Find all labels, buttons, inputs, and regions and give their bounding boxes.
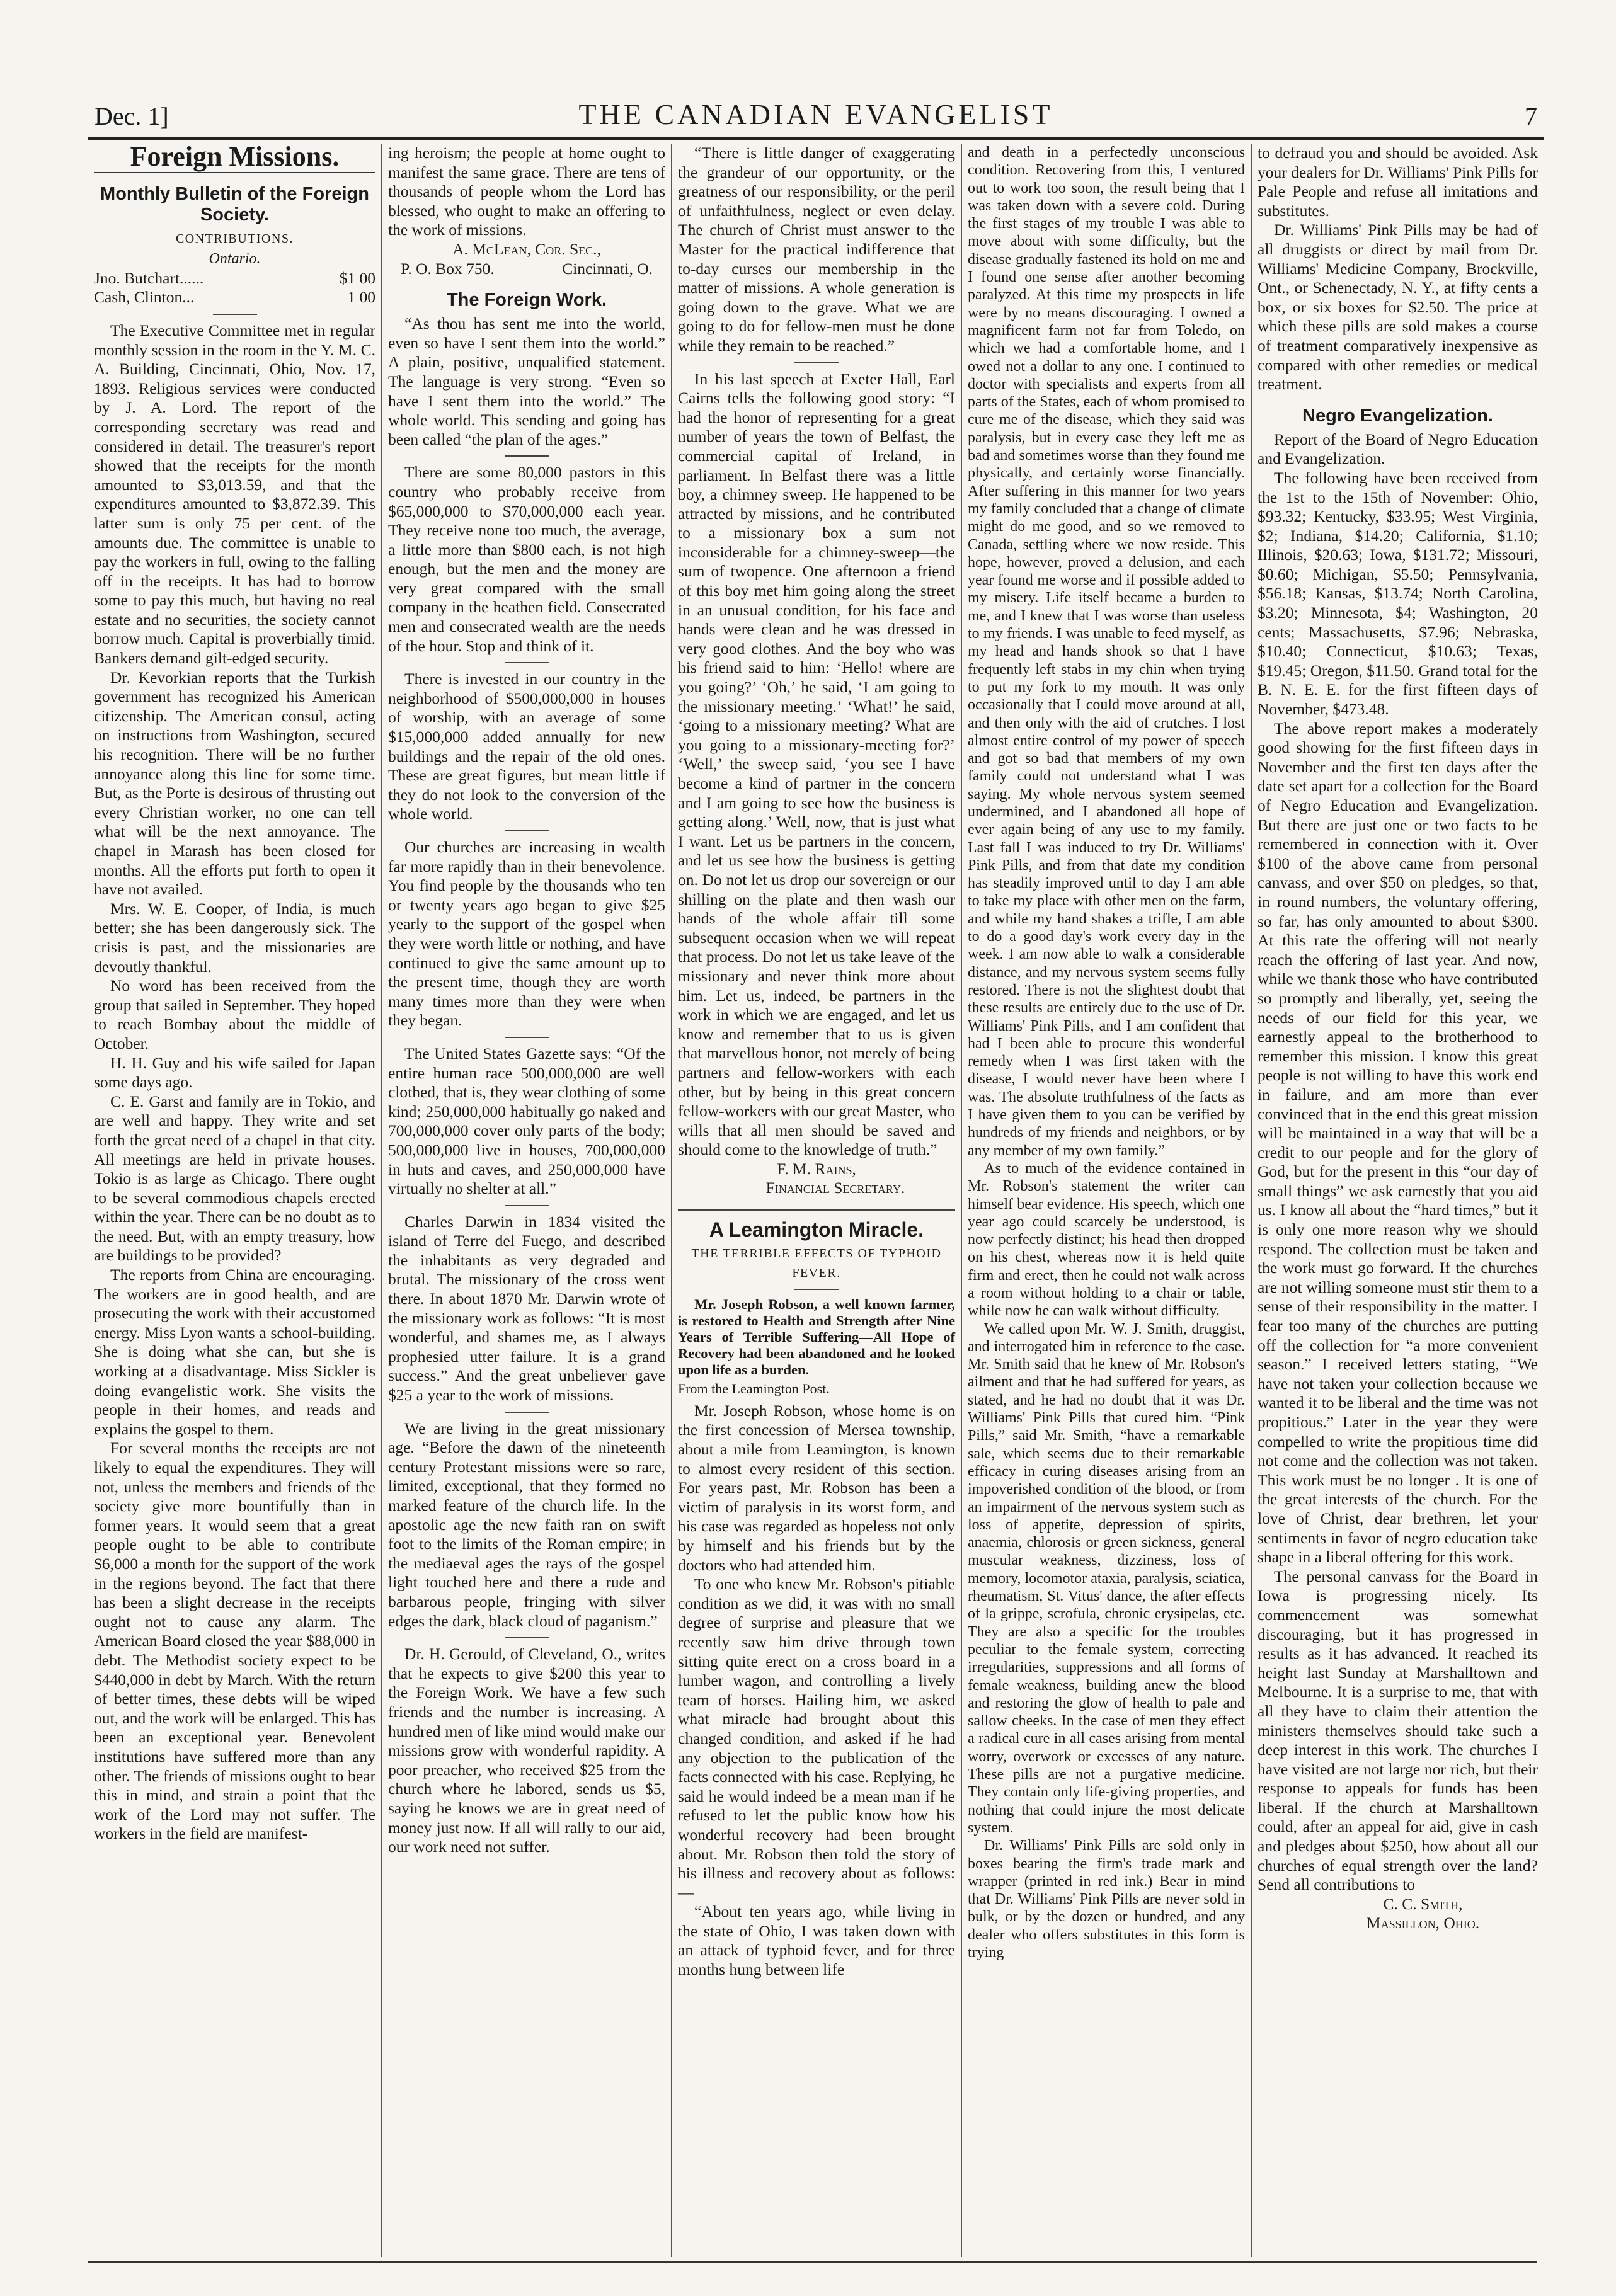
separator [213,314,257,315]
article-heading: The Foreign Work. [446,290,607,311]
contributions-label: CONTRIBUTIONS. [175,231,294,246]
paragraph: Dr. Kevorkian reports that the Turkish government has recognized his American citizenship. The American consul, acting on instructions from Washington, secured his recognition. There will be no further annoyance along this line for some time. But, as the Porte is desirous of thrusting out every Christian worker, no one can tell what will be the next annoyance. The chapel in Marash has been closed for months. All the efforts put forth to open it have not availed. [94,668,375,899]
contribution-row [94,269,375,288]
signature-title: Financial Secretary. [765,1179,905,1197]
paragraph: Mrs. W. E. Cooper, of India, is much better; she has been dangerously sick. The crisis is past, and the missionaries are devoutly thankful. [94,899,375,976]
paragraph: The personal canvass for the Board in Iowa is progressing nicely. Its commencement was somewhat discouraging, but it has progressed in results as it has advanced. It reached its height last Sunday at Marshalltown and Melbourne. It is a surprise to me, that with all they have to claim their attention the ministers themselves should take such a deep interest in this work. The churches I have visited are not large nor rich, but their response to appeals for funds has been liberal. If the church at Marshalltown could, after an appeal for aid, give in cash and pledges about $250, how about all our churches of equal strength over the land? Send all contributions to [1258,1567,1538,1894]
signature-name: C. C. Smith, [1383,1894,1463,1913]
article-lead: Mr. Joseph Robson, a well known farmer, is restored to Health and Strength after Nine Years of Terrible Suffering—All Hope of Recovery had been abandoned and he looked upon life as a burden. [678,1296,955,1378]
paragraph: Mr. Joseph Robson, whose home is on the first concession of Mersea township, about a mile from Leamington, is known to almost every resident of this section. For years past, Mr. Robson has been a victim of paralysis in its worst form, and his case was regarded as hopeless not only by himself and his friends but by the doctors who had attended him. [678,1401,955,1574]
column-5 [1251,144,1544,2257]
article-subheading: THE TERRIBLE EFFECTS OF TYPHOID FEVER. [691,1247,942,1280]
paragraph: The Executive Committee met in regular monthly session in the room in the Y. M. C. A. Building, Cincinnati, Ohio, Nov. 17, 1893. Religious services were conducted by J. A. Lord. The report of the corresponding secretary was read and considered in detail. The treasurer's report showed that the receipts for the month amounted to $3,013.59, and that the expenditures amounted to $3,872.39. This latter sum is only 75 per cent. of the amounts due. The committee is unable to pay the workers in full, owing to the falling off in the receipts. It has had to borrow some to pay this much, but having no real estate and no securities, the society cannot borrow much. Capital is proverbially timid. Bankers demand gilt-edged security. [94,321,375,668]
paragraph: H. H. Guy and his wife sailed for Japan some days ago. [94,1053,375,1092]
article-heading: Monthly Bulletin of the Foreign Society. [100,183,369,225]
paragraph: C. E. Garst and family are in Tokio, and are well and happy. They write and set forth the great need of a chapel in that city. All meetings are held in private houses. Tokio is as large as Chicago. There ought to be several commodious chapels erected within the year. There can be no doubt as to the need. But, with an empty treasury, how are buildings to be provided? [94,1092,375,1265]
signature-name: F. M. Rains, [777,1159,856,1178]
province-label: Ontario. [209,251,261,268]
contribution-amount: 1 00 [347,288,375,307]
separator [505,662,549,663]
paragraph: In his last speech at Exeter Hall, Earl Cairns tells the following good story: “I had the honor of representing for a great number of years the town of Belfast, the commercial capital of Ireland, in parliament. In Belfast there was a little boy, a chimney sweep. He happened to be attracted by missions, and he contributed to a missionary box a sum not inconsiderable for a chimney-sweep—the sum of twopence. One afternoon a friend of this boy met him going along the street in an unusual condition, for his face and hands were clean and he was dressed in very good clothes. And the boy who was his friend said to him: ‘Hello! where are you going?’ ‘Oh,’ he said, ‘I am going to the missionary meeting.’ ‘What!’ he said, ‘going to a missionary meeting? What are you going to a missionary-meeting for?’ ‘Well,’ the sweep said, ‘you see I have become a kind of partner in the concern and I am going to see how the business is getting along.’ Well, now, that is just what I want. Let us be partners in the concern, and let us see how the business is getting on. Do not let us drop our sovereign or our shilling on the plate and then wash our hands of the whole affair till some subsequent occasion when we will repeat that process. Do not let us take leave of the missionary and never think more about him. Let us, indeed, be partners in the work in which we are engaged, and let us know and remember that to us is given that marvellous honor, not merely of being partners and fellow-workers with each other, but by being in this great concern fellow-workers with our great Master, who wills that all men should be saved and should come to the knowledge of truth.” [678,369,955,1159]
signature-city: Cincinnati, O. [562,259,653,278]
paragraph: There are some 80,000 pastors in this country who probably receive from $65,000,000 to $70,000,000 each year. They receive none too much, the average, a little more than $800 each, is not high enough, but the men and the money are very great compared with the small company in the heathen field. Consecrated men and consecrated wealth are the needs of the hour. Stop and think of it. [388,463,665,655]
paragraph: For several months the receipts are not likely to equal the expenditures. They will not, unless the members and friends of the society give more bountifully than in former years. It would seem that a great people ought to be able to contribute $6,000 a month for the support of the work in the regions beyond. The fact that there has been a slight decrease in the receipts ought not to cause any alarm. The American Board closed the year $88,000 in debt. The Methodist society expect to be $440,000 in debt by March. With the return of better times, these debts will be wiped out, and the work will be enlarged. This has been an exceptional year. Benevolent institutions have suffered more than any other. The friends of missions ought to bear this in mind, and strain a point that the work of the Lord may not suffer. The workers in the field are manifest- [94,1439,375,1843]
separator [505,1205,549,1206]
article-heading: A Leamington Miracle. [678,1209,955,1240]
paragraph: and death in a perfectedly unconscious condition. Recovering from this, I ventured out to work too soon, the result being that I was taken down with a severe cold. During the first stages of my trouble I was able to move about with some difficulty, but the disease gradually fastened its hold on me and I found one sense after another becoming paralyzed. At this time my prospects in life were by no means discouraging. I owned a magnificent farm not far from Toledo, on which we had a comfortable home, and I owed not a dollar to any one. I continued to doctor with specialists and experts from all parts of the States, each of whom promised to cure me of the disease, which they said was paralysis, but in every case they left me as bad and sometimes worse than they found me physically, and certainly worse financially. After suffering in this manner for two years my family concluded that a change of climate might do me good, and so we removed to Canada, settling where we now reside. This hope, however, proved a delusion, and each year found me worse and if possible added to my misery. Life itself became a burden to me, and I knew that I was worse than useless to my friends. I was unable to feed myself, as my head and hands shook so that I have frequently left stabs in my chin when trying to put my fork to my mouth. It was only occasionally that I could move around at all, and then only with the aid of crutches. I lost almost entire control of my power of speech and got so bad that members of my own family could not understand what I was saying. My whole nervous system seemed undermined, and I abandoned all hope of ever again being of any use to my family. Last fall I was induced to try Dr. Williams' Pink Pills, and from that date my condition has steadily improved until to day I am able to take my place with other men on the farm, and while my hand shakes a trifle, I am able to do a good day's work every day in the week. I am now able to walk a considerable distance, and my nervous system seems fully restored. There is not the slightest doubt that these results are entirely due to the use of Dr. Williams' Pink Pills, and I am confident that had I been able to procure this wonderful remedy when I was first taken with the disease, I would never have been where I was. The absolute truthfulness of the facts as I have given them to you can be verified by hundreds of my friends and neighbors, or by any member of my own family.” [968,144,1245,1159]
column-1 [88,144,381,2257]
paragraph: Charles Darwin in 1834 visited the island of Terre del Fuego, and described the inhabitants as very degraded and brutal. The missionary of the cross went there. In about 1870 Mr. Darwin wrote of the missionary work as follows: “It is most wonderful, and shames me, as I always prophesied utter failure. It is a grand success.” And the great unbeliever gave $25 a year to the work of missions. [388,1212,665,1405]
paragraph: Dr. Williams' Pink Pills are sold only in boxes bearing the firm's trade mark and wrapper (printed in red ink.) Bear in mind that Dr. Williams' Pink Pills are never sold in bulk, or by the dozen or hundred, and any dealer who offers substitutes in this form is trying [968,1837,1245,1961]
newspaper-title: THE CANADIAN EVANGELIST [578,98,1053,130]
signature-city: Massillon, Ohio. [1366,1914,1480,1933]
article-source: From the Leamington Post. [678,1381,830,1397]
signature-box: P. O. Box 750. [401,259,495,278]
article-heading: Negro Evangelization. [1302,405,1493,426]
page-header [95,87,1537,131]
columns [88,144,1544,2257]
paragraph: to defraud you and should be avoided. Ask your dealers for Dr. Williams' Pink Pills for Pale People and refuse all imitations and substitutes. [1258,144,1538,220]
column-4 [961,144,1251,2257]
paragraph: We are living in the great missionary age. “Before the dawn of the nineteenth century Protestant missions were so rare, limited, exceptional, that they formed no marked feature of the church life. In the apostolic age the new faith ran on swift foot to the limits of the Roman empire; in the mediaeval ages the rays of the gospel light touched here and there a rude and barbarous people, fringing with silver edges the dark, black cloud of paganism.” [388,1419,665,1630]
issue-date: Dec. 1] [95,102,169,130]
paragraph: There is invested in our country in the neighborhood of $500,000,000 in houses of worship, with an average of some $15,000,000 added annually for new buildings and the repair of the old ones. These are great figures, but mean little if they do not look to the conversion of the whole world. [388,670,665,823]
contribution-amount: $1 00 [339,268,375,287]
footer-rule [88,2261,1537,2263]
page-number: 7 [1525,102,1537,130]
paragraph: “There is little danger of exaggerating the grandeur of our opportunity, or the greatness of our responsibility, or the peril of unfaithfulness, neglect or even delay. The church of Christ must answer to the Master for the practical indifference that to-day curses our membership in the matter of missions. A whole generation is going down to the grave. What we are going to do for fellow-men must be done while they remain to be reached.” [678,144,955,355]
paragraph: The following have been received from the 1st to the 15th of November: Ohio, $93.32; Kentucky, $33.95; West Virginia, $2; Indiana, $14.20; California, $1.10; Illinois, $20.63; Iowa, $131.72; Missouri, $0.60; Michigan, $5.50; Pennsylvania, $56.18; Kansas, $13.74; North Carolina, $3.20; Minnesota, $4; Washington, 20 cents; Massachusetts, $7.96; Nebraska, $10.40; Connecticut, $10.63; Texas, $19.45; Oregon, $11.50. Grand total for the B. N. E. E. for the first fifteen days of November, $473.48. [1258,468,1538,719]
paragraph: The above report makes a moderately good showing for the first fifteen days in November and the first ten days after the date set apart for a collection for the Board of Negro Education and Evangelization. But there are just one or two facts to be remembered in connection with it. Over $100 of the above came from personal canvass, and over $50 on pledges, so that, in round numbers, the voluntary offering, so far, has only amounted to about $300. At this rate the offering will not nearly reach the offering of last year. And now, while we thank those who have contributed so promptly and liberally, yet, seeing the needs of our field for this year, we earnestly appeal to the brotherhood to remember this mission. I know this great people is not willing to have this work end in failure, and am more than ever convinced that in the end this great mission will be maintained in a way that will be a credit to our people and for the glory of God, but for the present in this “our day of small things” we ask earnestly that you aid us. I know all about the “hard times,” but it is only one more reason why we should respond. The collection must be taken and the work must go forward. If the churches are not willing someone must stir them to a sense of their responsibility in the matter. I fear too many of the churches are putting off the collection for “a more convenient season.” I received letters stating, “We have not taken your collection because we wanted it to be liberal and the time was not propitious.” Later in the year they were compelled to write the propitious time did not come and the collection was not taken. This work must be no longer . It is one of the great interests of the church. For the love of Christ, dear brethren, let your sentiments in favor of negro education take shape in a liberal offering for this work. [1258,719,1538,1567]
separator [505,1412,549,1413]
paragraph: We called upon Mr. W. J. Smith, druggist, and interrogated him in reference to the case. Mr. Smith said that he knew of Mr. Robson's ailment and that he had suffered for years, as stated, and he had no doubt that it was Dr. Williams' Pink Pills that cured him. “Pink Pills,” said Mr. Smith, “have a remarkable sale, which seems due to their remarkable efficacy in curing diseases arising from an impoverished condition of the blood, or from an impairment of the nervous system such as loss of appetite, depression of spirits, anaemia, chlorosis or green sickness, general muscular weakness, dizziness, loss of memory, locomotor ataxia, paralysis, sciatica, rheumatism, St. Vitus' dance, the after effects of la grippe, scrofula, chronic erysipelas, etc. They are also a specific for the troubles peculiar to the female system, correcting irregularities, suppressions and all forms of female weakness, building anew the blood and restoring the glow of health to pale and sallow cheeks. In the case of men they effect a radical cure in all cases arising from mental worry, overwork or excesses of any nature. These pills are not a purgative medicine. They contain only life-giving properties, and nothing that could injure the most delicate system. [968,1320,1245,1836]
separator [794,362,839,363]
column-2 [381,144,671,2257]
paragraph: The United States Gazette says: “Of the entire human race 500,000,000 are well clothed, that is, they wear clothing of some kind; 250,000,000 habitually go naked and 700,000,000 cover only parts of the body; 500,000,000 live in houses, 700,000,000 in huts and caves, and 250,000,000 have virtually no shelter at all.” [388,1044,665,1198]
paragraph: ing heroism; the people at home ought to manifest the same grace. There are tens of thousands of people whom the Lord has blessed, who ought to make an offering to the work of missions. [388,144,665,239]
paragraph: Our churches are increasing in wealth far more rapidly than in their benevolence. You find people by the thousands who ten or twenty years ago began to give $25 yearly to the support of the gospel when they were worth little or nothing, and have continued to give the same amount up to the present time, though they are worth many times more than they were when they began. [388,838,665,1030]
column-3 [671,144,961,2257]
paragraph: Dr. Williams' Pink Pills may be had of all druggists or direct by mail from Dr. Williams' Medicine Company, Brockville, Ont., or Schenectady, N. Y., at fifty cents a box, or six boxes for $2.50. The price at which these pills are sold makes a course of treatment comparatively inexpensive as compared with other remedies or medical treatment. [1258,220,1538,394]
paragraph: To one who knew Mr. Robson's pitiable condition as we did, it was with no small degree of surprise and pleasure that we recently saw him drive through town sitting quite erect on a cross board in a lumber wagon, and controlling a lively team of horses. Hailing him, we asked what miracle had brought about this changed condition, and asked if he had any objection to the publication of the facts connected with his case. Replying, he said he would indeed be a mean man if he refused to let the public know how his wonderful recovery had been brought about. Mr. Robson then told the story of his illness and recovery about as follows:— [678,1575,955,1902]
paragraph: As to much of the evidence contained in Mr. Robson's statement the writer can himself bear evidence. His speech, which one year ago could scarcely be understood, is now perfectly distinct; his head then dropped on his chest, whereas now it is held quite firm and erect, then he could not walk across a room without holding to a chair or table, while now he can walk without difficulty. [968,1160,1245,1320]
separator [505,455,549,457]
paragraph: Dr. H. Gerould, of Cleveland, O., writes that he expects to give $200 this year to the Foreign Work. We have a few such friends and the number is increasing. A hundred men of like mind would make our missions grow with wonderful rapidity. A poor preacher, who received $25 from the church where he labored, sends us $5, saying he knows we are in great need of money just now. If all will rally to our aid, our work need not suffer. [388,1645,665,1856]
section-masthead: Foreign Missions. [94,147,375,173]
contribution-row [94,288,375,307]
contributor-name: Cash, Clinton... [94,288,195,307]
separator [505,1037,549,1038]
header-rule [88,137,1544,140]
paragraph: Report of the Board of Negro Education and Evangelization. [1258,430,1538,468]
separator [505,830,549,831]
separator [794,1289,839,1290]
separator [505,1637,549,1638]
paragraph: “As thou has sent me into the world, even so have I sent them into the world.” A plain, positive, unqualified statement. The language is very strong. “Even so have I sent them into the world.” The whole world. This sending and going has been called “the plan of the ages.” [388,314,665,448]
signature-address [388,260,665,279]
paragraph: The reports from China are encouraging. The workers are in good health, and are prosecuting the work with their accustomed energy. Miss Lyon wants a school-building. She is doing what she can, but she is working at a disadvantage. Miss Sickler is doing evangelistic work. She visits the people in their homes, and reads and explains the gospel to them. [94,1265,375,1438]
paragraph: No word has been received from the group that sailed in September. They hoped to reach Bombay about the middle of October. [94,976,375,1053]
signature-name: A. McLean, Cor. Sec., [452,239,601,258]
paragraph: “About ten years ago, while living in the state of Ohio, I was taken down with an attack of typhoid fever, and for three months hung between life [678,1902,955,1979]
contributor-name: Jno. Butchart...... [94,268,204,287]
